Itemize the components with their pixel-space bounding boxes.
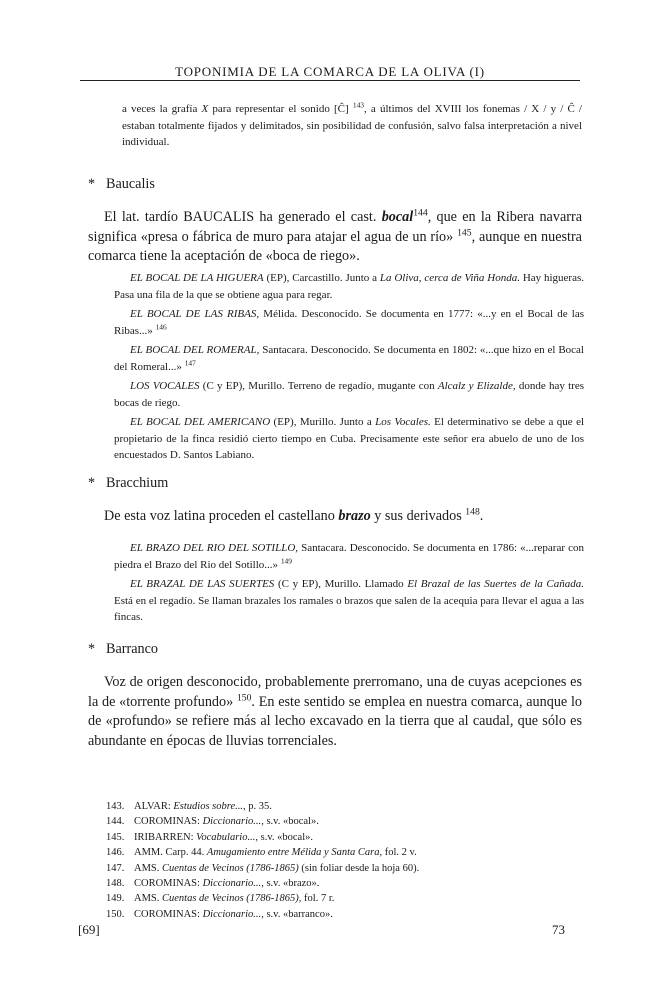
entry-heading-bracchium	[88, 475, 168, 492]
footnote-ref: 147	[184, 357, 196, 367]
footnote	[106, 907, 546, 922]
footnote-text: , s.v. «barranco».	[261, 908, 333, 920]
footnote-text: fol. 7 r.	[301, 893, 335, 905]
toponym-entry	[114, 576, 584, 626]
footnote-title: Diccionario...	[202, 908, 262, 920]
baucalis-paragraph	[88, 208, 582, 267]
entry-heading-baucalis	[88, 176, 155, 193]
entry-text: Está en el regadío. Se llaman brazales los ramales o brazos que salen de la acequia para llevar el agua a las fincas.	[114, 594, 584, 623]
paragraph-text: y sus derivados	[370, 508, 466, 524]
toponym-name: EL BOCAL DEL ROMERAL,	[130, 344, 260, 356]
footnote-number: 143.	[106, 801, 125, 812]
footnote-title: Diccionario...	[202, 816, 262, 828]
footnote	[106, 845, 546, 860]
footnotes	[106, 799, 546, 922]
toponym-entry	[114, 342, 584, 375]
footnote	[106, 876, 546, 891]
toponym-entry	[114, 306, 584, 339]
footnote	[106, 861, 546, 876]
toponym-name: EL BRAZAL DE LAS SUERTES	[130, 578, 275, 590]
bracchium-paragraph	[88, 507, 582, 527]
footnote-text: ALVAR:	[134, 801, 174, 812]
footnote-ref: 146	[155, 321, 167, 331]
heading-title: Barranco	[106, 641, 158, 657]
toponym-entry	[114, 378, 584, 411]
entry-heading-barranco	[88, 641, 158, 658]
paragraph-text: . En este sentido se emplea en nuestra comarca, aunque lo de «profundo» se refiere más al lecho excavado en la tierra que al caudal, que sólo es abundante en épocas de lluvias torrenciales.	[88, 693, 582, 749]
footnote-text: AMS.	[134, 862, 163, 874]
asterisk: *	[88, 176, 96, 192]
footnote-number: 145.	[106, 831, 125, 843]
footnote-text: IRIBARREN:	[134, 831, 197, 843]
toponym-name: EL BOCAL DE LAS RIBAS,	[130, 308, 260, 320]
footnote-title: Vocabulario...	[196, 831, 256, 843]
footnote-text: AMM. Carp. 44.	[134, 847, 207, 859]
footnote-title: Diccionario...	[202, 878, 262, 890]
paragraph-text: .	[479, 508, 484, 524]
entry-text: (C y EP), Murillo. Terreno de regadío, mugante con	[199, 380, 438, 392]
entry-italic: La Oliva, cerca de Viña Honda.	[379, 272, 520, 284]
footnote-ref: 149	[280, 555, 293, 565]
toponym-name: EL BOCAL DEL AMERICANO	[130, 416, 271, 428]
heading-title: Bracchium	[106, 475, 169, 491]
footnote-number: 150.	[106, 908, 125, 920]
entry-text: (EP), Murillo. Junto a	[270, 416, 376, 428]
keyword: brazo	[338, 508, 371, 524]
heading-title: Baucalis	[106, 176, 155, 192]
intro-text: a veces la grafía	[122, 103, 202, 115]
footnote-ref: 144	[413, 207, 428, 219]
footnote-text: , p. 35.	[243, 801, 272, 812]
footnote-ref: 145	[457, 226, 472, 238]
toponym-name: LOS VOCALES	[130, 380, 200, 392]
toponym-name: EL BRAZO DEL RIO DEL SOTILLO,	[130, 542, 299, 554]
footnote-text: COROMINAS:	[134, 816, 203, 828]
toponym-name: EL BOCAL DE LA HIGUERA	[130, 272, 264, 284]
entry-italic: El Brazal de las Suertes de la Cañada.	[407, 578, 584, 590]
entry-text: (EP), Carcastillo. Junto a	[263, 272, 380, 284]
footnote-number: 147.	[106, 862, 125, 874]
entry-text: Hay higueras. Pasa una fila de la que se obtiene agua para regar.	[114, 272, 584, 301]
barranco-paragraph	[88, 673, 582, 751]
footnote-title: Cuentas de Vecinos (1786-1865)	[162, 862, 299, 874]
entry-italic: Los Vocales.	[375, 416, 431, 428]
entry-text: Mélida. Desconocido. Se documenta en 1777: «...y en el Bocal de las Ribas...»	[114, 308, 584, 337]
footnote-text: COROMINAS:	[134, 908, 203, 920]
paragraph-text: El lat. tardío BAUCALIS ha generado el cast.	[104, 209, 382, 225]
footnote-number: 144.	[106, 816, 125, 828]
page-number: 73	[552, 922, 565, 937]
paragraph-text: , aunque en nuestra comarca tiene la aceptación de «boca de riego».	[88, 228, 582, 264]
footnote-text: (sin foliar desde la hoja 60).	[298, 862, 420, 874]
keyword: bocal	[381, 209, 414, 225]
entry-text: (C y EP), Murillo. Llamado	[274, 578, 408, 590]
entry-text: donde hay tres bocas de riego.	[114, 380, 584, 409]
toponym-entry	[114, 540, 584, 573]
footnote-text: , s.v. «bocal».	[255, 831, 314, 843]
footnote-text: AMS.	[134, 893, 163, 905]
intro-paragraph	[122, 101, 582, 151]
running-head: TOPONIMIA DE LA COMARCA DE LA OLIVA (I)	[175, 64, 485, 79]
footnote	[106, 814, 546, 829]
footnote-number: 146.	[106, 847, 125, 859]
entry-text: Santacara. Desconocido. Se documenta en 1786: «...reparar con piedra el Brazo del Rio del Sotillo...»	[114, 542, 584, 571]
paragraph-text: Voz de origen desconocido, probablemente prerromano, una de cuyas acepciones es la de «torrente profundo»	[88, 674, 582, 710]
intro-text: , a últimos del XVIII los fonemas / X / y / Ĉ / estaban totalmente fijados y delimitados, sin posibilidad de confusión, salvo falsa interpretación a nivel individual.	[122, 103, 582, 148]
footnote-ref: 148	[465, 506, 480, 518]
intro-text: para representar el sonido [Ĉ]	[208, 103, 353, 115]
entry-text: El determinativo se debe a que el propietario de la finca residió cierto tiempo en Cuba. Precisamente este señor era abuelo de uno de los encuestados D. Santos Labiano.	[114, 416, 585, 461]
toponym-entry	[114, 414, 584, 464]
footnote	[106, 891, 546, 906]
footnote	[106, 830, 546, 845]
toponym-entry	[114, 270, 584, 303]
page-marker: [69]	[78, 922, 100, 937]
footnote-text: , s.v. «brazo».	[261, 878, 320, 890]
footnote-title: Estudios sobre...	[173, 801, 244, 812]
intro-grapheme: X	[201, 103, 209, 115]
entry-text: Santacara. Desconocido. Se documenta en 1802: «...que hizo en el Bocal del Romeral...»	[114, 344, 584, 373]
footnote-text: , s.v. «bocal».	[261, 816, 319, 828]
footnote-title: Cuentas de Vecinos (1786-1865),	[162, 893, 302, 905]
paragraph-text: De esta voz latina proceden el castellano	[104, 508, 339, 524]
paragraph-text: , que en la Ribera navarra significa «presa o fábrica de muro para atajar el agua de un río»	[88, 209, 582, 245]
footnote	[106, 799, 546, 814]
asterisk: *	[88, 641, 96, 657]
footnote-title: Amugamiento entre Mélida y Santa Cara,	[206, 847, 383, 859]
footnote-number: 148.	[106, 878, 125, 890]
asterisk: *	[88, 475, 96, 491]
footnote-text: fol. 2 v.	[382, 847, 417, 859]
footnote-ref: 143	[352, 100, 365, 110]
footnote-number: 149.	[106, 893, 125, 905]
header-rule	[80, 80, 580, 81]
footnote-ref: 150	[236, 691, 252, 703]
entry-italic: Alcalz y Elizalde,	[437, 380, 516, 392]
footnote-text: COROMINAS:	[134, 878, 203, 890]
